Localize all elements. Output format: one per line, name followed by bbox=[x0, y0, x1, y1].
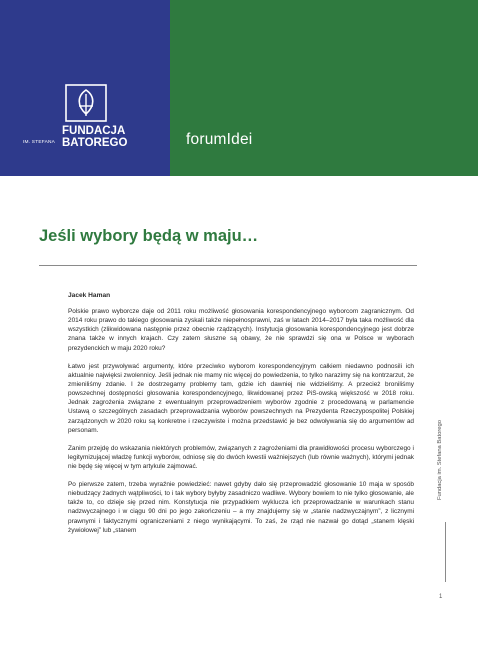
foundation-logo-icon bbox=[65, 84, 107, 122]
article-paragraph: Polskie prawo wyborcze daje od 2011 roku możliwość głosowania korespondencyjnego wyborcom zagranicznym. Od 2014 roku prawo do takiego głosowania zyskali także niepełnosprawni, zaś w latach 2014–2017 była taka możliwość dla wszystkich (zlikwidowana następnie przez obecnie rządzących). Instytucja głosowania korespondencyjnego jest dobrze znana także w innych krajach. Czy zatem słuszne są obawy, że nie sprawdzi się ona w Polsce w wyborach prezydenckich w maju 2020 roku? bbox=[68, 308, 414, 352]
article-author: Jacek Haman bbox=[68, 292, 111, 299]
series-name: forumIdei bbox=[186, 131, 253, 148]
brand-panel bbox=[0, 0, 170, 176]
article-paragraph: Po pierwsze zatem, trzeba wyraźnie powiedzieć: nawet gdyby dało się przeprowadzić głosowanie 10 maja w sposób niebudzący żadnych wątpliwości, to i tak wybory byłyby zasadniczo wadliwe. Wybory bowiem to nie tylko głosowanie, ale także to, co dzieje się przed nim. Konstytucja nie przypadkiem wyklucza ich przeprowadzanie w warunkach stanu nadzwyczajnego i w ciągu 90 dni po jego zakończeniu – a my znajdujemy się w „stanie nadzwyczajnym”, z licznymi prawnymi i faktycznymi ograniczeniami z niego wynikającymi. To zaś, że rząd nie nazwał go dotąd „stanem klęski żywiołowej” lub „stanem bbox=[68, 480, 414, 534]
sidebar-foundation-label: Fundacja im. Stefana Batorego bbox=[437, 420, 443, 500]
article-paragraph: Zanim przejdę do wskazania niektórych problemów, związanych z zagrożeniami dla prawidłowości procesu wyborczego i legitymizującej władzę funkcji wyborów, odniosę się do dwóch kwestii ważniejszych (lub równie ważnych), którymi jednak nie będę się więcej w tym artykule zajmować. bbox=[68, 444, 414, 470]
page-number: 1 bbox=[439, 594, 443, 600]
foundation-name-line2: BATOREGO bbox=[62, 137, 128, 149]
header-band bbox=[0, 0, 478, 176]
foundation-name-line1: FUNDACJA bbox=[62, 125, 126, 137]
foundation-name bbox=[62, 125, 162, 149]
series-panel bbox=[170, 0, 478, 176]
article-paragraph: Łatwo jest przywoływać argumenty, które przeciwko wyborom korespondencyjnym całkiem niedawno podnosili ich aktualnie najwięksi zwolennicy. Jeśli jednak nie mamy nic więcej do powiedzenia, to tylko narazimy się na kontrzarzut, że zmieniliśmy zdanie. I że dostrzegamy problemy tam, gdzie ich dawniej nie widzieliśmy. A przecież broniliśmy powszechnej dostępności głosowania korespondencyjnego, likwidowanej przez PiS-owską większość w 2018 roku. Jednak zagrożenia związane z ewentualnym przeprowadzeniem wyborów zgodnie z procedowaną w parlamencie Ustawą o szczególnych zasadach przeprowadzania wyborów powszechnych na Prezydenta Rzeczypospolitej Polskiej zarządzonych w 2020 roku są konkretne i rzeczywiste i można przedstawić je bez odwoływania się do argumentów ad personam. bbox=[68, 362, 414, 434]
sidebar-divider bbox=[445, 522, 446, 582]
title-divider bbox=[39, 265, 417, 266]
article-body bbox=[68, 307, 414, 535]
article-title: Jeśli wybory będą w maju… bbox=[39, 227, 259, 245]
foundation-name-prefix: IM. STEFANA bbox=[23, 140, 56, 145]
